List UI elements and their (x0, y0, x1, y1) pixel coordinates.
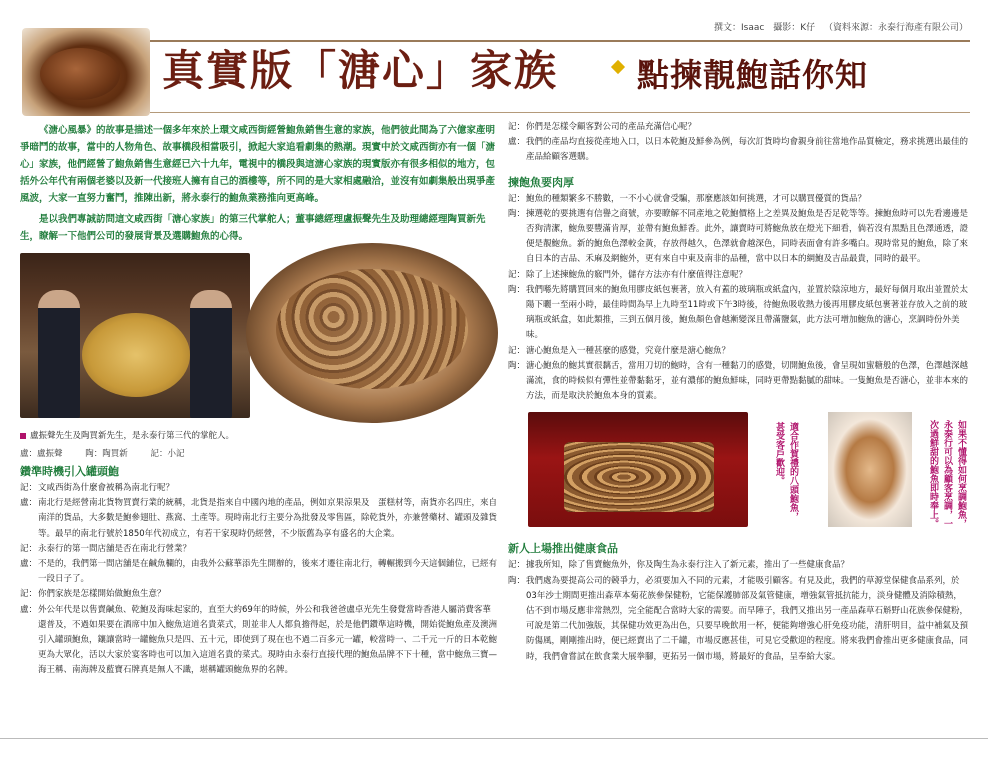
credit-writer: 撰文：Isaac (714, 23, 765, 33)
qa-item: 陶： 我們喺先將購買回來的鮑魚用膠皮紙包裹著，放入有蓋的玻璃瓶或紙盒內，並置於陰涼地方，最好每個月取出並置於太陽下曬一至兩小時，最佳時間為早上九時至11時或下午3時後，待鮑魚吸收熱力後再用膠皮紙包裹著並存放入之前的玻璃瓶或紙盒，如此類推，三到五個月後，鮑魚顏色會越漸變深且帶滿鹽氣，此方法可增加鮑魚的溏心，烹調時份外美味。 (508, 284, 969, 341)
qa-item: 陶： 揀選乾的要挑選有信譽之商號，亦要瞭解不同產地之乾鮑價格上之差異及鮑魚是否足乾等等。揀鮑魚時可以先看邊邊是否狗清潔，鮑魚要豐滿肯厚，並帶有鮑魚鮮香。此外，讓賣時可將鮑魚放在燈光下細看，倘若沒有黑點且色澤通透，證便是靚鮑魚。新的鮑魚色澤較金黃，存放得越久，色澤就會越深色，同時表面會有許多嘴白。現時常見的鮑魚，除了來自日本的吉品、禾麻及網鮑外，更有來自中東及南非的品種，當中以日本的網鮑及吉品最貴，同時的最平。 (508, 208, 969, 265)
right-column (508, 120, 970, 665)
staff-tao: 陶：陶買新 (85, 449, 128, 459)
left-column (20, 120, 498, 679)
qa-block-right-bottom (508, 558, 970, 664)
credits (708, 20, 968, 33)
qa-item: 記： 文咸西街為什麼會被稱為南北行呢？ (20, 483, 175, 493)
qa-item: 陶： 我們處為要提高公司的競爭力，必須要加入不同的元素，才能吸引顧客。有見及此，我們的草源堂保健食品系列，於03年沙士期間更推出森草本菊花族參保健粉，它能保護肺部及氣管健康，增強氣管抵抗能力，淡身健體及消除積熱，估不到市場反應非常熱烈，完全能配合當時大家的需要。而早陣子，我們又推出另一產品森草石斛野山花族參保健粉，可說是第二代加強版，其保健功效更為出色，只要早晚飲用一杯，便能夠增強心肝免疫功能，清肝明目，益中補氣及預防傷風，剛剛推出時，便已經賣出了二千罐，市場反應甚佳，可見它受歡迎的程度。將來我們會推出更多健康食品，同時，我們會嘗試在飲食業大展拳腳，更拓另一個市場，將最好的食品，呈奉給大家。 (508, 575, 969, 662)
section-heading-right-1: 揀飽魚要肉厚 (508, 175, 574, 189)
qa-item: 記： 你們家族是怎樣開始做鮑魚生意？ (20, 589, 166, 600)
intro-paragraph-1: 《溏心風暴》的故事是描述一個多年來於上環文咸西街經營鮑魚銷售生意的家族，他們彼此間為了六億家產明爭暗鬥的故事，當中的人物角色、故事橋段相當吸引，掀起大家追看劇集的熱潮。現實中於文咸西街亦有一個「溏心」家族，他們經營了鮑魚銷售生意經已六十九年，電視中的橋段與這溏心家族的現實版亦有很多相似的地方，包括外公年代有兩個老婆以及新一代接班人擁有自己的酒樓等，所不同的是大家相處融洽，並沒有如劇集般出現爭產風波，大家一直努力奮鬥，推陳出新，將永泰行的鮑魚業務推向更高峰。 (20, 125, 496, 204)
person-left (38, 290, 80, 418)
person-right (190, 290, 232, 418)
qa-block-right-top (508, 120, 970, 166)
article-title: 真實版「溏心」家族 (162, 46, 559, 95)
staff-ji: 記：小記 (150, 449, 185, 459)
qa-block-right-mid (508, 192, 970, 405)
qa-block-left (20, 481, 498, 679)
abalone-platter-photo (246, 243, 498, 423)
intro-paragraph-2: 是以我們專誠訪問這文咸西街「溏心家族」的第三代掌舵人；董事總經理盧振聲先生及助理總經理陶買新先生，瞭解一下他們公司的發展背景及選購鮑魚的心得。 (20, 214, 486, 242)
page-bottom-rule (0, 738, 988, 739)
qa-item: 記： 鮑魚的種類繁多不勝數，一不小心就會受騙，那麼應該如何挑選，才可以購買優質的貨品？ (508, 193, 867, 204)
credit-photo: 攝影：K仔 (773, 23, 816, 33)
photo-row (20, 253, 498, 423)
credit-source: （資料來源：永泰行海產有限公司） (823, 23, 968, 33)
qa-item: 記： 除了上述揀鮑魚的竅門外，儲存方法亦有什麼值得注意呢？ (508, 269, 748, 280)
photo-caption-text: 盧振聲先生及陶買新先生，是永泰行第三代的掌舵人。 (30, 431, 235, 441)
qa-item: 記： 你們是怎樣令顧客對公司的產品充滿信心呢？ (508, 122, 697, 132)
staff-lu: 盧：盧振聲 (20, 449, 63, 459)
qa-item: 記： 永泰行的第一間店舖是否在南北行營業？ (20, 543, 192, 554)
caption-bullet-icon (20, 433, 26, 439)
abalone-hero-image (22, 28, 150, 116)
gift-box-photo (528, 412, 748, 527)
product-photo-row (508, 412, 970, 532)
qa-item: 記： 溏心鮑魚是入一種甚麼的感覺，究竟什麼是溏心鮑魚？ (508, 345, 731, 356)
staff-legend (20, 447, 498, 459)
diamond-icon (611, 60, 625, 74)
owners-photo (20, 253, 250, 418)
qa-item: 陶： 溏心鮑魚的鮑其實很黐舌，當用刀切的鮑時，含有一種黏刀的感覺，切開鮑魚後，會呈現如蜜糖般的色澤，色澤越深越滿流，食的時候似有彈性並帶黏黏牙，並有濃郁的鮑魚鮮味，同時更帶點黏膩的甜味。一隻鮑魚是否溏心，並非本來的方法，而是取決於鮑魚本身的質素。 (508, 360, 969, 402)
title-rule-bottom (150, 112, 970, 113)
qa-item: 盧： 我們的產品均直接從產地入口，以日本乾鮑及鮮參為例，每次訂貨時均會親身前往當地作品質檢定，務求挑選出最佳的產品給顧客選購。 (508, 137, 969, 163)
qa-item: 記： 據我所知，除了售賣鮑魚外，你及陶生為永泰行注入了新元素，推出了一些健康食品？ (508, 560, 850, 571)
qa-item: 盧： 南北行是經營南北貨物買賣行業的統稱，北貨是指來自中國內地的產品，例如京果涼果及 蛋糕材等，南貨亦名四庄，來自南洋的貨品，大多數是鮑參翅肚、燕窩、土產等。現時南北行主要分為批發及零售區，除乾貨外，亦兼營藥材、罐頭及雜貨等。最早的南北行號於1850年代初成立，有若干家現時仍經營，不少版舊為享有盛名的大企業。 (20, 498, 498, 539)
photo-caption (20, 429, 498, 441)
abalone-bowl-photo (828, 412, 912, 527)
abalone-bowl-caption: 如果不懂得如何烹調鮑魚，永泰行可以為顧客烹調，一次過鮮甜的鮑魚即時奉上。 (928, 420, 966, 529)
qa-item: 盧： 不是的，我們第一間店舖是在鹹魚欄的，由我外公蘇華添先生開辦的，後來才遷往南北行，轉輾搬到今天這個鋪位，已經有一段日子了。 (20, 559, 498, 585)
article-subtitle: 點揀靚鮑話你知 (637, 56, 869, 94)
section-heading-left: 鑽準時機引入罐頭鮑 (20, 465, 119, 478)
section-heading-right-2: 新人上場推出健康食品 (508, 542, 618, 556)
golden-plaque (82, 313, 190, 397)
gift-box-caption: 適合作賀禮的八頭鮑魚，甚受客戶歡迎。 (774, 422, 798, 522)
qa-item: 盧： 外公年代是以售賣鹹魚、乾鮑及海味起家的，直至大約69年的時候，外公和我爸爸盧卓光先生發覺當時香港人屬消費客華還普及，不過如果要在酒席中加入鮑魚這道名貴菜式，則並非人人都負擔得起，於是他們鑽準這時機，開始從鮑魚產及澳洲引入罐頭鮑魚，鑲讓當時一罐鮑魚只是四、五十元，即使到了現在也不過二百多元一罐，較當時一、二千元一斤的日本乾鮑更為大眾化，活以大家於宴客時也可以加入這道名貴的菜式。現時由永泰行直接代理的鮑魚品牌不下十種，當中鮑魚三寶—海王稱、南海牌及藍寶石牌真是無人不識，堪稱罐頭鮑魚界的名牌。 (20, 604, 498, 676)
